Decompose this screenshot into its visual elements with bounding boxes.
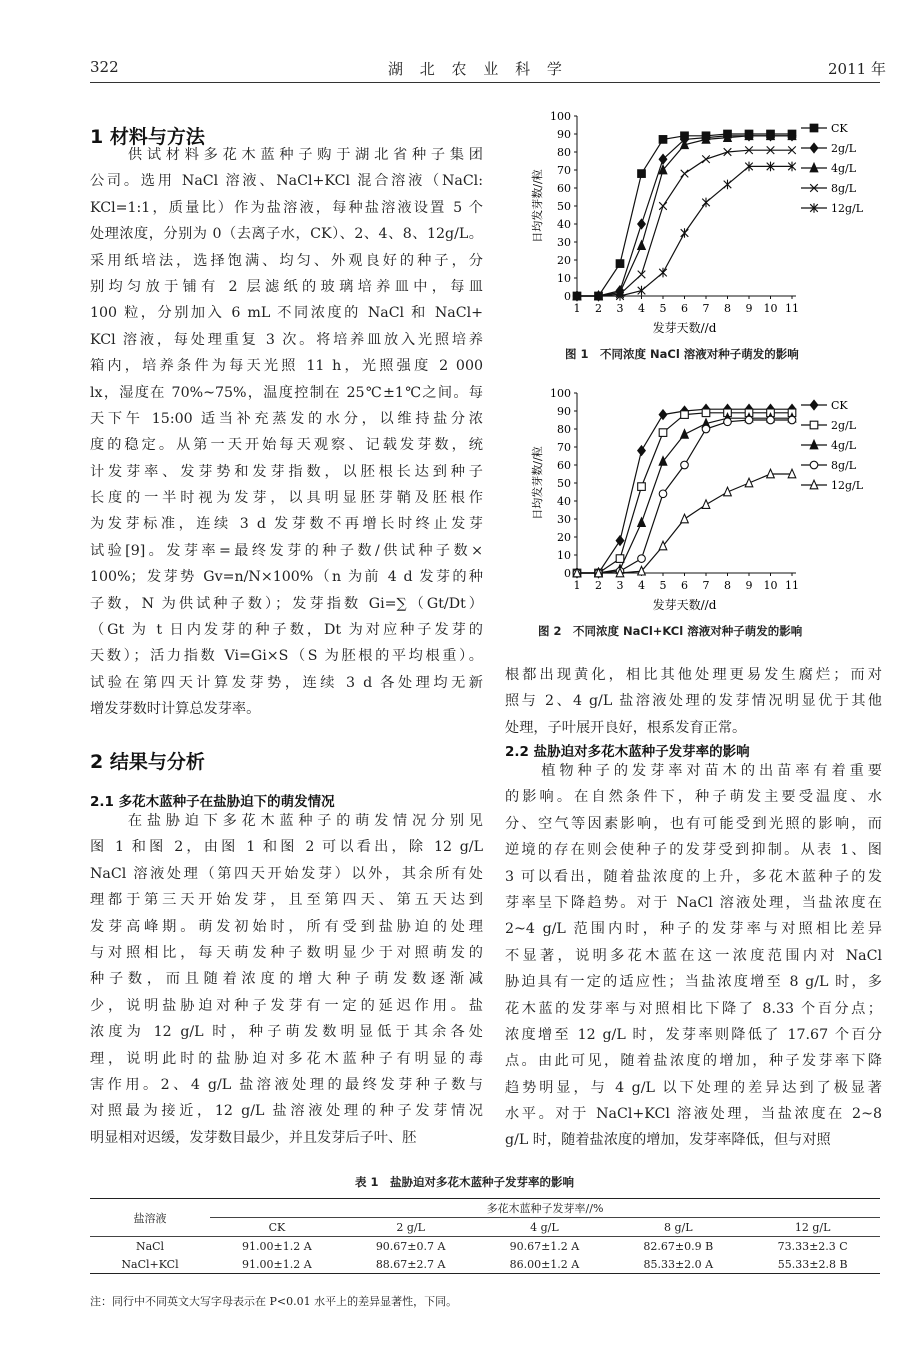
series-line	[577, 418, 792, 573]
y-tick-label: 0	[564, 567, 571, 580]
y-tick-label: 40	[557, 495, 571, 508]
data-point	[638, 483, 646, 491]
section-1-title: 1 材料与方法	[90, 126, 205, 148]
legend-label: CK	[831, 399, 848, 412]
data-point	[810, 143, 818, 153]
table-column-header: CK	[268, 1220, 286, 1234]
page-number: 322	[90, 58, 119, 76]
y-axis-label: 日均发芽数//粒	[531, 446, 544, 520]
text-line: 浓度为 12 g/L 时，种子萌发数明显低于其余各处	[90, 1024, 483, 1041]
y-tick-label: 20	[557, 531, 571, 544]
x-axis-label: 发芽天数//d	[652, 598, 717, 612]
data-point	[702, 500, 710, 509]
x-tick-label: 1	[573, 579, 581, 592]
text-line: 天数）；活力指数 Vi=Gi×S（S 为胚根的平均根重）。	[90, 648, 483, 665]
table-row-label: NaCl+KCl	[121, 1257, 179, 1271]
data-point	[702, 409, 710, 417]
data-point	[745, 416, 753, 424]
series-2g/L	[573, 409, 857, 577]
table-1	[90, 1198, 880, 1274]
y-tick-label: 30	[557, 513, 571, 526]
text-line: 发芽高峰期。萌发初始时，所有受到盐胁迫的处理	[90, 918, 483, 935]
text-line: 3 可以看出，随着盐浓度的上升，多花木蓝种子的发	[505, 868, 882, 885]
data-point	[702, 425, 710, 433]
text-line: NaCl 溶液处理（第四天开始发芽）以外，其余所有处	[90, 865, 483, 882]
data-point	[681, 514, 689, 523]
text-line: lx，湿度在 70%~75%，温度控制在 25℃±1℃之间。每	[90, 384, 483, 401]
text-line: 花木蓝的发芽率与对照相比下降了 8.33 个百分点；	[505, 1000, 882, 1017]
text-line: 别均匀放于铺有 2 层滤纸的玻璃培养皿中，每皿	[90, 278, 483, 295]
text-line: 不显著，说明多花木蓝在这一浓度范围内对 NaCl	[505, 947, 882, 964]
data-point	[616, 260, 624, 268]
data-point	[681, 411, 689, 419]
text-line: 图 1 和图 2，由图 1 和图 2 可以看出，除 12 g/L	[90, 839, 483, 856]
x-tick-label: 1	[573, 302, 581, 315]
text-line: 对照最为接近，12 g/L 盐溶液处理的种子发芽情况	[90, 1103, 483, 1120]
legend-label: 8g/L	[831, 182, 857, 195]
text-line: 理，说明此时的盐胁迫对多花木蓝种子有明显的毒	[90, 1050, 483, 1067]
data-point	[638, 241, 646, 250]
text-line: KCl 溶液，每处理重复 3 次。将培养皿放入光照培养	[90, 331, 483, 348]
y-tick-label: 90	[557, 405, 571, 418]
legend-label: CK	[831, 122, 848, 135]
figure-2-chart	[505, 385, 895, 615]
text-line: 子数，N 为供试种子数）；发芽指数 Gi=∑（Gt/Dt）	[90, 595, 483, 612]
header-rule	[90, 82, 880, 83]
data-point	[724, 180, 732, 190]
text-line: 照与 2、4 g/L 盐溶液处理的发芽情况明显优于其他	[505, 693, 882, 710]
text-line: 种子数，而且随着浓度的增大种子萌发数逐渐减	[90, 971, 483, 988]
table-row-header: 盐溶液	[133, 1211, 167, 1225]
text-line: 计发芽率、发芽势和发芽指数，以胚根长达到种子	[90, 463, 483, 480]
text-line: 趋势明显，与 4 g/L 以下处理的差异达到了极显著	[505, 1079, 882, 1096]
table-cell: 90.67±0.7 A	[375, 1239, 446, 1253]
x-tick-label: 4	[638, 302, 645, 315]
y-tick-label: 80	[557, 423, 571, 436]
data-point	[659, 136, 667, 144]
text-line: 天下午 15:00 适当补充蒸发的水分，以维持盐分浓	[90, 410, 483, 427]
data-point	[659, 154, 667, 164]
subsection-2-2-title: 2.2 盐胁迫对多花木蓝种子发芽率的影响	[505, 744, 750, 760]
series-line	[577, 474, 792, 573]
x-tick-label: 7	[702, 579, 710, 592]
x-tick-label: 10	[763, 579, 778, 592]
data-point	[810, 400, 818, 410]
left-text-block-2	[90, 808, 483, 1151]
series-line	[577, 420, 792, 573]
text-line: 试验[9]。发芽率=最终发芽的种子数/供试种子数×	[90, 542, 483, 559]
text-line: 为发芽标准，连续 3 d 发芽数不再增长时终止发芽	[90, 516, 483, 533]
legend-label: 12g/L	[831, 202, 864, 215]
data-point	[616, 555, 624, 563]
table-cell: 73.33±2.3 C	[777, 1239, 848, 1253]
text-line: 100%；发芽势 Gv=n/N×100%（n 为前 4 d 发芽的种	[90, 569, 483, 586]
data-point	[702, 155, 710, 163]
data-point	[702, 198, 710, 208]
table-cell: 82.67±0.9 B	[643, 1239, 714, 1253]
y-tick-label: 70	[557, 441, 571, 454]
x-tick-label: 5	[659, 302, 667, 315]
text-line: 点。由此可见，随着盐浓度的增加，种子发芽率下降	[505, 1053, 882, 1070]
data-point	[767, 416, 775, 424]
table-1-note: 注：同行中不同英文大写字母表示在 P<0.01 水平上的差异显著性，下同。	[90, 1295, 458, 1308]
x-tick-label: 3	[616, 302, 624, 315]
text-line: KCl=1:1，质量比）作为盐溶液，每种盐溶液设置 5 个	[90, 199, 483, 216]
text-line: 胁迫具有一定的适应性；当盐浓度增至 8 g/L 时，多	[505, 974, 882, 991]
series-12g/L	[573, 162, 864, 301]
data-point	[638, 286, 646, 296]
series-CK	[573, 399, 848, 578]
data-point	[638, 170, 646, 178]
x-tick-label: 10	[763, 302, 778, 315]
legend-label: 2g/L	[831, 142, 857, 155]
table-cell: 91.00±1.2 A	[242, 1257, 312, 1271]
series-line	[577, 136, 792, 296]
text-line: 根都出现黄化，相比其他处理更易发生腐烂；而对	[505, 667, 882, 683]
x-tick-label: 6	[681, 302, 688, 315]
data-point	[638, 219, 646, 229]
y-tick-label: 0	[564, 290, 571, 303]
data-point	[638, 555, 646, 563]
x-tick-label: 11	[785, 302, 799, 315]
y-tick-label: 100	[550, 110, 571, 123]
data-point	[810, 421, 818, 429]
x-tick-label: 8	[724, 302, 731, 315]
text-line: 处理，子叶展开良好，根系发育正常。	[505, 719, 747, 736]
x-tick-label: 4	[638, 579, 645, 592]
y-tick-label: 50	[557, 200, 571, 213]
figure-1-chart	[505, 108, 895, 338]
x-axis-label: 发芽天数//d	[652, 321, 717, 335]
text-line: 长度的一半时视为发芽，以具明显胚芽鞘及胚根作	[90, 490, 483, 507]
x-tick-label: 9	[745, 579, 753, 592]
series-4g/L	[573, 413, 857, 576]
series-line	[577, 150, 792, 296]
data-point	[810, 124, 818, 132]
y-axis-label: 日均发芽数//粒	[531, 169, 544, 243]
y-tick-label: 100	[550, 387, 571, 400]
text-line: 箱内，培养条件为每天光照 11 h，光照强度 2 000	[90, 358, 483, 375]
y-tick-label: 50	[557, 477, 571, 490]
legend-label: 12g/L	[831, 479, 864, 492]
text-line: 100 粒，分别加入 6 mL 不同浓度的 NaCl 和 NaCl+	[90, 305, 483, 322]
series-line	[577, 134, 792, 296]
right-text-block-2	[505, 758, 882, 1154]
x-tick-label: 2	[595, 302, 602, 315]
data-point	[681, 228, 689, 238]
data-point	[638, 271, 646, 279]
text-line: 增发芽数时计算总发芽率。	[90, 701, 261, 718]
data-point	[810, 461, 818, 469]
text-line: 少，说明盐胁迫对种子发芽有一定的延迟作用。盐	[90, 997, 483, 1014]
journal-title: 湖 北 农 业 科 学	[388, 60, 568, 78]
x-tick-label: 11	[785, 579, 799, 592]
text-line: 在盐胁迫下多花木蓝种子的萌发情况分别见	[90, 813, 483, 829]
table-cell: 90.67±1.2 A	[509, 1239, 580, 1253]
table-row	[90, 1255, 880, 1274]
table-group-header: 多花木蓝种子发芽率//%	[210, 1199, 880, 1218]
data-point	[659, 429, 667, 437]
table-row-label: NaCl	[135, 1239, 165, 1253]
x-tick-label: 2	[595, 579, 602, 592]
text-line: 明显相对迟缓，发芽数目最少，并且发芽后子叶、胚	[90, 1129, 417, 1146]
data-point	[659, 202, 667, 210]
figure-2-caption: 图 2 不同浓度 NaCl+KCl 溶液对种子萌发的影响	[538, 624, 803, 638]
text-line: 害作用。2、4 g/L 盐溶液处理的最终发芽种子数与	[90, 1076, 483, 1093]
text-line: 理都于第三天开始发芽，且至第四天、第五天达到	[90, 892, 483, 909]
y-tick-label: 10	[557, 272, 571, 285]
series-CK	[573, 122, 848, 300]
x-tick-label: 8	[724, 579, 731, 592]
text-line: 水平。对于 NaCl+KCl 溶液处理，当盐浓度在 2~8	[505, 1106, 882, 1123]
x-tick-label: 3	[616, 579, 624, 592]
series-line	[577, 136, 792, 296]
x-tick-label: 9	[745, 302, 753, 315]
data-point	[681, 430, 689, 439]
table-column-header: 2 g/L	[396, 1220, 425, 1234]
text-line: 植物种子的发芽率对苗木的出苗率有着重要	[505, 763, 882, 779]
text-line: 供试材料多花木蓝种子购于湖北省种子集团	[90, 147, 483, 163]
x-tick-label: 7	[702, 302, 710, 315]
right-text-block-1	[505, 662, 882, 741]
table-cell: 55.33±2.8 B	[777, 1257, 848, 1271]
text-line: 2~4 g/L 范围内时，种子的发芽率与对照相比差异	[505, 921, 882, 938]
y-tick-label: 10	[557, 549, 571, 562]
text-line: g/L 时，随着盐浓度的增加，发芽率降低，但与对照	[505, 1132, 831, 1149]
subsection-2-1-title: 2.1 多花木蓝种子在盐胁迫下的萌发情况	[90, 794, 335, 810]
table-cell: 85.33±2.0 A	[643, 1257, 714, 1271]
text-line: 的影响。在自然条件下，种子萌发主要受温度、水	[505, 789, 882, 806]
data-point	[659, 268, 667, 278]
text-line: 分、空气等因素影响，也有可能受到光照的影响，而	[505, 815, 882, 832]
text-line: 芽率呈下降趋势。对于 NaCl 溶液处理，当盐浓度在	[505, 894, 882, 911]
text-line: （Gt 为 t 日内发芽的种子数，Dt 为对应种子发芽的	[90, 622, 483, 639]
table-column-header: 4 g/L	[530, 1220, 559, 1234]
legend-label: 8g/L	[831, 459, 857, 472]
y-tick-label: 60	[557, 182, 571, 195]
data-point	[659, 490, 667, 498]
table-1-caption: 表 1 盐胁迫对多花木蓝种子发芽率的影响	[355, 1175, 575, 1189]
y-tick-label: 80	[557, 146, 571, 159]
figure-1-caption: 图 1 不同浓度 NaCl 溶液对种子萌发的影响	[565, 347, 799, 361]
text-line: 采用纸培法，选择饱满、均匀、外观良好的种子，分	[90, 252, 483, 269]
table-column-header: 12 g/L	[794, 1220, 831, 1234]
table-row	[90, 1237, 880, 1256]
text-line: 度的稳定。从第一天开始每天观察、记载发芽数，统	[90, 437, 483, 454]
y-tick-label: 70	[557, 164, 571, 177]
legend-label: 4g/L	[831, 162, 857, 175]
text-line: 公司。选用 NaCl 溶液、NaCl+KCl 混合溶液（NaCl:	[90, 173, 483, 190]
text-line: 与对照相比，每天萌发种子数明显少于对照萌发的	[90, 944, 483, 961]
y-tick-label: 60	[557, 459, 571, 472]
y-tick-label: 40	[557, 218, 571, 231]
x-tick-label: 5	[659, 579, 667, 592]
text-line: 浓度增至 12 g/L 时，发芽率则降低了 17.67 个百分	[505, 1026, 882, 1043]
data-point	[681, 461, 689, 469]
legend-label: 2g/L	[831, 419, 857, 432]
text-line: 逆境的存在则会使种子的发芽受到抑制。从表 1、图	[505, 842, 882, 859]
data-point	[724, 418, 732, 426]
text-line: 处理浓度，分别为 0（去离子水，CK）、2、4、8、12g/L。	[90, 226, 483, 243]
table-cell: 91.00±1.2 A	[242, 1239, 312, 1253]
section-2-title: 2 结果与分析	[90, 751, 205, 773]
y-tick-label: 20	[557, 254, 571, 267]
y-tick-label: 90	[557, 128, 571, 141]
data-point	[681, 170, 689, 178]
table-cell: 86.00±1.2 A	[509, 1257, 580, 1271]
journal-year: 2011 年	[828, 60, 886, 78]
y-tick-label: 30	[557, 236, 571, 249]
data-point	[788, 416, 796, 424]
text-line: 试验在第四天计算发芽势，连续 3 d 各处理均无新	[90, 674, 483, 691]
data-point	[638, 518, 646, 527]
table-column-header: 8 g/L	[664, 1220, 693, 1234]
x-tick-label: 6	[681, 579, 688, 592]
legend-label: 4g/L	[831, 439, 857, 452]
table-cell: 88.67±2.7 A	[375, 1257, 446, 1271]
left-text-block-1	[90, 142, 483, 723]
